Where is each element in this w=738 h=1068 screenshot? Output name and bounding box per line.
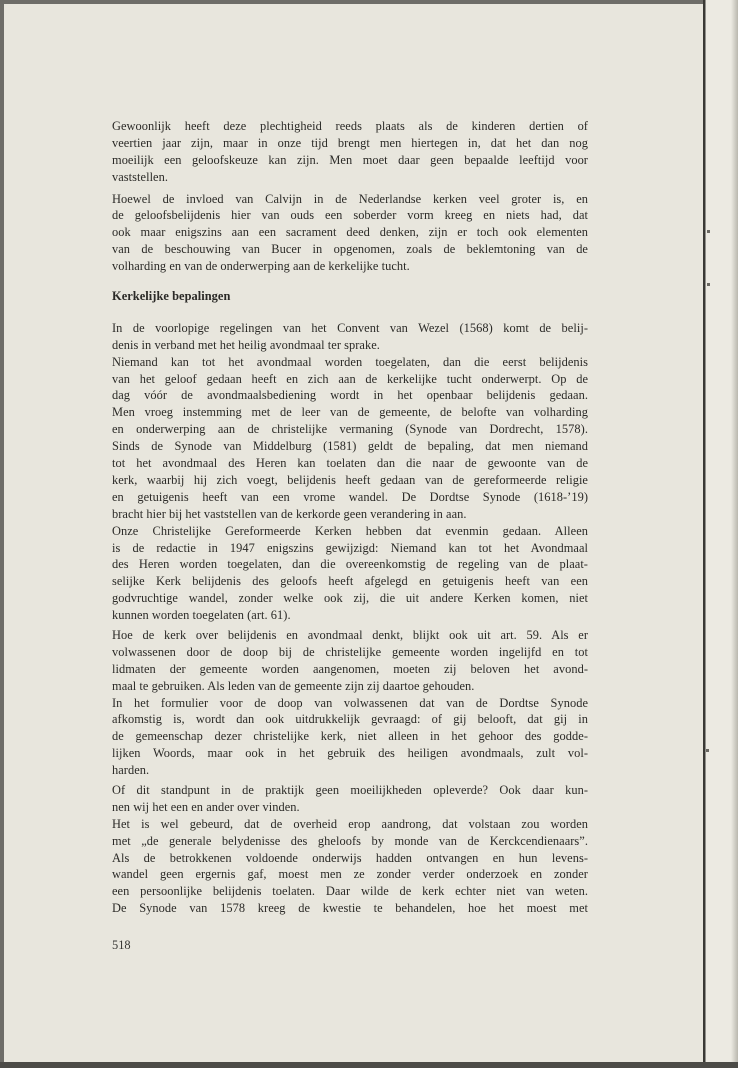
text-line: selijke Kerk belijdenis des geloofs heeft afgelegd en getuigenis heeft van een xyxy=(112,574,588,589)
text-line: kunnen worden toegelaten (art. 61). xyxy=(112,608,291,623)
text-line: Men vroeg instemming met de leer van de gemeente, de belofte van volharding xyxy=(112,405,588,420)
text-line: harden. xyxy=(112,763,150,778)
text-line: vaststellen. xyxy=(112,169,169,184)
text-line: moeilijk een geloofskeuze kan zijn. Men moet daar geen bepaalde leeftijd voor xyxy=(112,152,588,167)
paragraph xyxy=(112,118,588,186)
text-line: lijken Woords, maar ook in het gebruik des heiligen avondmaals, zult vol- xyxy=(112,746,588,761)
text-line: des Heren worden toegelaten, dan die overeenkomstig de regeling van de plaat- xyxy=(112,557,588,572)
text-line: kerk, waarbij hij zich voegt, belijdenis heeft gedaan van de gereformeerde religie xyxy=(112,472,588,487)
text-line: tot het avondmaal des Heren kan toelaten dan die naar de gewoonte van de xyxy=(112,456,588,471)
text-line: de geloofsbelijdenis hier van ouds een soberder vorm kreeg en niets had, dat xyxy=(112,208,588,223)
text-line: Gewoonlijk heeft deze plechtigheid reeds plaats als de kinderen dertien of xyxy=(112,119,588,133)
margin-mark xyxy=(707,230,710,233)
paragraph xyxy=(112,320,588,624)
text-line: Het is wel gebeurd, dat de overheid erop aandrong, dat volstaan zou worden xyxy=(112,816,588,831)
text-line: dag vóór de avondmaalsbediening wordt in het openbaar belijdenis gedaan. xyxy=(112,388,588,403)
page-edge xyxy=(703,0,738,1068)
text-line: Hoe de kerk over belijdenis en avondmaal denkt, blijkt ook uit art. 59. Als er xyxy=(112,627,588,642)
text-line: een persoonlijke belijdenis toelaten. Daar wilde de kerk echter niet van weten. xyxy=(112,884,588,899)
paragraph xyxy=(112,782,588,917)
text-line: veertien jaar zijn, maar in onze tijd brengt men hiertegen in, dat het dan nog xyxy=(112,135,588,150)
text-line: is de redactie in 1947 enigszins gewijzigd: Niemand kan tot het Avondmaal xyxy=(112,540,588,555)
text-line: volwassenen door de doop bij de christelijke gemeente worden ingelijfd en tot xyxy=(112,644,588,659)
text-line: van het geloof gedaan heeft en zich aan de kerkelijke tucht onderwerpt. Op de xyxy=(112,371,588,386)
text-line: en onderwerping aan de christelijke vermaning (Synode van Dordrecht, 1578). xyxy=(112,422,588,437)
text-line: wandel geen ergernis gaf, moest men ze zonder verder onderzoek en zonder xyxy=(112,867,588,882)
text-line: van de beschouwing van Bucer in opgenomen, zoals de beklemtoning van de xyxy=(112,242,588,257)
bottom-edge xyxy=(0,1062,738,1068)
margin-mark xyxy=(707,283,710,286)
text-line: bracht hier bij het vaststellen van de kerkorde geen verandering in aan. xyxy=(112,506,467,521)
text-line: volharding en van de onderwerping aan de kerkelijke tucht. xyxy=(112,259,410,274)
body-text xyxy=(112,118,588,920)
text-line: Niemand kan tot het avondmaal worden toegelaten, dan die eerst belijdenis xyxy=(112,354,588,369)
paragraph xyxy=(112,191,588,275)
margin-mark xyxy=(706,749,709,752)
text-line: godvruchtige wandel, zonder welke ook zij, die uit andere Kerken komen, niet xyxy=(112,591,588,606)
text-line: In het formulier voor de doop van volwassenen dat van de Dordtse Synode xyxy=(112,695,588,710)
text-line: met „de generale belydenisse des gheloofs by monde van de Kerckcendienaars”. xyxy=(112,833,588,848)
text-line: afkomstig is, wordt dan ook uitdrukkelijk gevraagd: of gij belooft, dat gij in xyxy=(112,712,588,727)
text-line: Of dit standpunt in de praktijk geen moeilijkheden opleverde? Ook daar kun- xyxy=(112,782,588,797)
text-line: Als de betrokkenen voldoende onderwijs hadden ontvangen en hun levens- xyxy=(112,850,588,865)
text-line: ook maar enigszins aan een sacrament deed denken, zijn er toch ook elementen xyxy=(112,225,588,240)
text-line: Onze Christelijke Gereformeerde Kerken hebben dat evenmin gedaan. Alleen xyxy=(112,523,588,538)
text-line: lidmaten der gemeente worden aangenomen, moeten zij beloven het avond- xyxy=(112,661,588,676)
text-line: denis in verband met het heilig avondmaal ter sprake. xyxy=(112,337,380,352)
section-heading: Kerkelijke bepalingen xyxy=(112,289,231,304)
text-line: maal te gebruiken. Als leden van de gemeente zijn zij daartoe gehouden. xyxy=(112,678,475,693)
text-line: De Synode van 1578 kreeg de kwestie te behandelen, hoe het moest met xyxy=(112,901,588,916)
text-line: nen wij het een en ander over vinden. xyxy=(112,799,300,814)
text-line: en getuigenis heeft van een vrome wandel. De Dordtse Synode (1618-’19) xyxy=(112,489,588,504)
text-line: Sinds de Synode van Middelburg (1581) geldt de bepaling, dat men niemand xyxy=(112,439,588,454)
text-line: Hoewel de invloed van Calvijn in de Nederlandse kerken veel groter is, en xyxy=(112,191,588,206)
text-line: In de voorlopige regelingen van het Convent van Wezel (1568) komt de belij- xyxy=(112,320,588,335)
text-line: de gemeenschap dezer christelijke kerk, niet alleen in het gehoor des godde- xyxy=(112,729,588,744)
paragraph xyxy=(112,627,588,779)
page-number: 518 xyxy=(112,938,131,952)
